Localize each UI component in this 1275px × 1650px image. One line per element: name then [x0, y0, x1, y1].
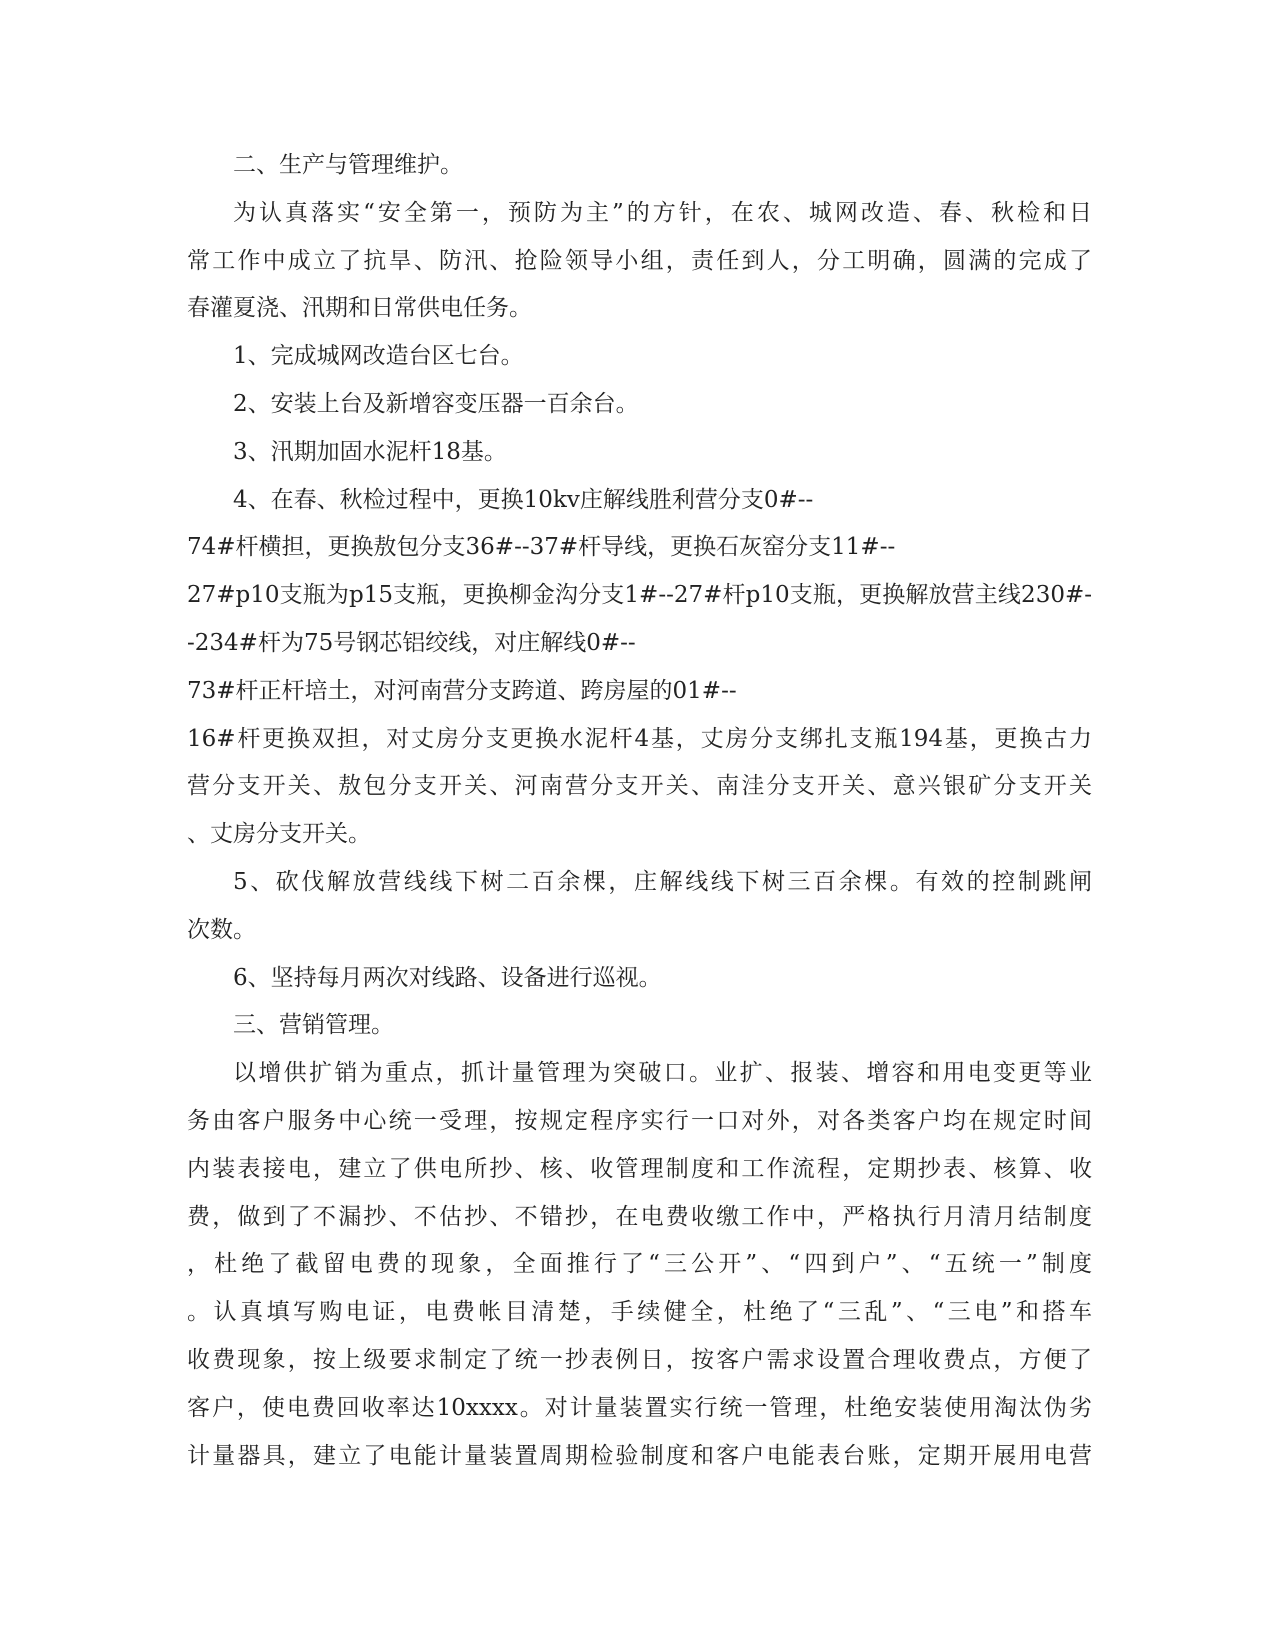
text-line: 6、坚持每月两次对线路、设备进行巡视。	[233, 964, 662, 991]
text-line: 73#杆正杆培土，对河南营分支跨道、跨房屋的01#--	[187, 677, 737, 704]
text-line: 3、汛期加固水泥杆18基。	[233, 438, 507, 465]
document-body	[187, 142, 1092, 1480]
text-line: 2、安装上台及新增容变压器一百余台。	[233, 390, 639, 417]
text-line: 。认真填写购电证，电费帐目清楚，手续健全，杜绝了“三乱”、“三电”和搭车	[187, 1299, 1092, 1326]
text-line: 5、砍伐解放营线线下树二百余棵，庄解线线下树三百余棵。有效的控制跳闸	[233, 868, 1092, 895]
text-line: 74#杆横担，更换敖包分支36#--37#杆导线，更换石灰窑分支11#--	[187, 534, 896, 561]
text-line: 常工作中成立了抗旱、防汛、抢险领导小组，责任到人，分工明确，圆满的完成了	[187, 247, 1092, 274]
text-line: 二、生产与管理维护。	[233, 152, 463, 178]
text-line: 三、营销管理。	[233, 1012, 394, 1039]
text-line: 、丈房分支开关。	[187, 821, 371, 848]
text-line: 计量器具，建立了电能计量装置周期检验制度和客户电能表台账，定期开展用电营	[187, 1442, 1092, 1469]
text-line: 4、在春、秋检过程中，更换10kv庄解线胜利营分支0#--	[233, 486, 814, 513]
text-line: 费，做到了不漏抄、不估抄、不错抄，在电费收缴工作中，严格执行月清月结制度	[187, 1203, 1092, 1230]
text-line: 务由客户服务中心统一受理，按规定程序实行一口对外，对各类客户均在规定时间	[187, 1107, 1092, 1134]
text-line: -234#杆为75号钢芯铝绞线，对庄解线0#--	[187, 629, 636, 656]
text-line: 内装表接电，建立了供电所抄、核、收管理制度和工作流程，定期抄表、核算、收	[187, 1155, 1092, 1182]
text-line: 1、完成城网改造台区七台。	[233, 343, 524, 370]
text-line: ，杜绝了截留电费的现象，全面推行了“三公开”、“四到户”、“五统一”制度	[187, 1251, 1092, 1278]
text-line: 营分支开关、敖包分支开关、河南营分支开关、南洼分支开关、意兴银矿分支开关	[187, 773, 1092, 800]
text-line: 为认真落实“安全第一，预防为主”的方针，在农、城网改造、春、秋检和日	[233, 199, 1092, 226]
text-line: 以增供扩销为重点，抓计量管理为突破口。业扩、报装、增容和用电变更等业	[233, 1060, 1092, 1087]
text-line: 收费现象，按上级要求制定了统一抄表例日，按客户需求设置合理收费点，方便了	[187, 1346, 1092, 1373]
text-line: 27#p10支瓶为p15支瓶，更换柳金沟分支1#--27#杆p10支瓶，更换解放营主线230#-	[187, 582, 1092, 609]
text-line: 客户，使电费回收率达10xxxx。对计量装置实行统一管理，杜绝安装使用淘汰伪劣	[187, 1394, 1092, 1421]
text-line: 春灌夏浇、汛期和日常供电任务。	[187, 295, 532, 322]
text-line: 16#杆更换双担，对丈房分支更换水泥杆4基，丈房分支绑扎支瓶194基，更换古力	[187, 725, 1092, 752]
text-line: 次数。	[187, 916, 256, 943]
